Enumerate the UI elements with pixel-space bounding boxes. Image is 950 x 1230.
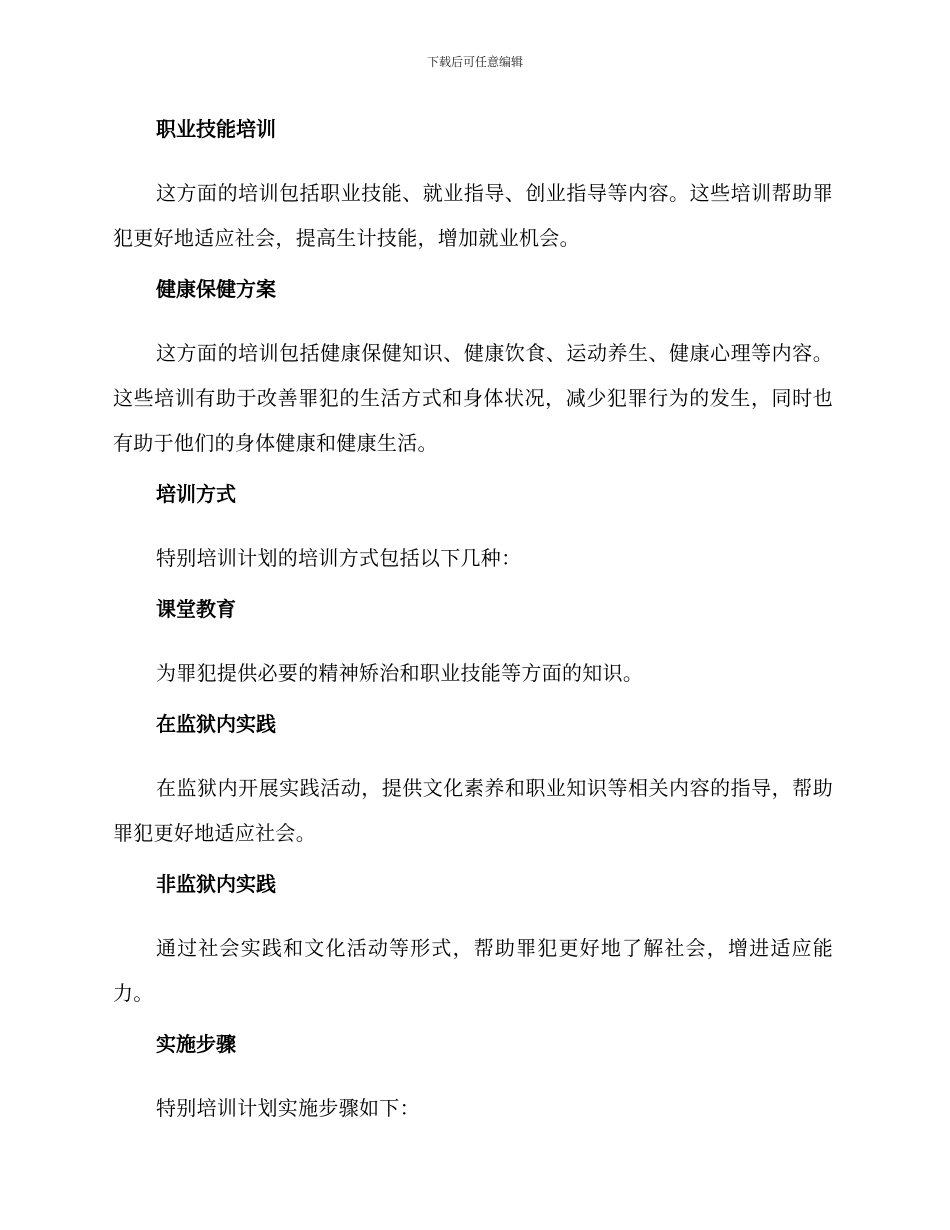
paragraph-training-methods: 特别培训计划的培训方式包括以下几种： — [156, 546, 522, 570]
section-heading-outside-prison-practice: 非监狱内实践 — [156, 872, 276, 896]
section-heading-health-care: 健康保健方案 — [156, 277, 276, 301]
paragraph-classroom-education: 为罪犯提供必要的精神矫治和职业技能等方面的知识。 — [156, 661, 644, 685]
paragraph-outside-prison-practice: 通过社会实践和文化活动等形式，帮助罪犯更好地了解社会，增进适应能力。 — [113, 936, 833, 1005]
section-heading-in-prison-practice: 在监狱内实践 — [156, 712, 276, 736]
paragraph-in-prison-practice: 在监狱内开展实践活动，提供文化素养和职业知识等相关内容的指导，帮助罪犯更好地适应社会。 — [113, 776, 833, 845]
page-header: 下载后可任意编辑 — [426, 55, 523, 69]
section-heading-training-methods: 培训方式 — [156, 482, 236, 506]
paragraph-implementation-steps: 特别培训计划实施步骤如下： — [156, 1096, 420, 1120]
section-heading-implementation-steps: 实施步骤 — [156, 1032, 236, 1056]
section-heading-vocational-skills: 职业技能培训 — [156, 117, 276, 141]
paragraph-health-care: 这方面的培训包括健康保健知识、健康饮食、运动养生、健康心理等内容。这些培训有助于改善罪犯的生活方式和身体状况，减少犯罪行为的发生，同时也有助于他们的身体健康和健康生活。 — [113, 341, 833, 455]
paragraph-vocational-skills: 这方面的培训包括职业技能、就业指导、创业指导等内容。这些培训帮助罪犯更好地适应社会，提高生计技能，增加就业机会。 — [113, 181, 833, 250]
document-body — [113, 113, 833, 1143]
section-heading-classroom-education: 课堂教育 — [156, 597, 236, 621]
